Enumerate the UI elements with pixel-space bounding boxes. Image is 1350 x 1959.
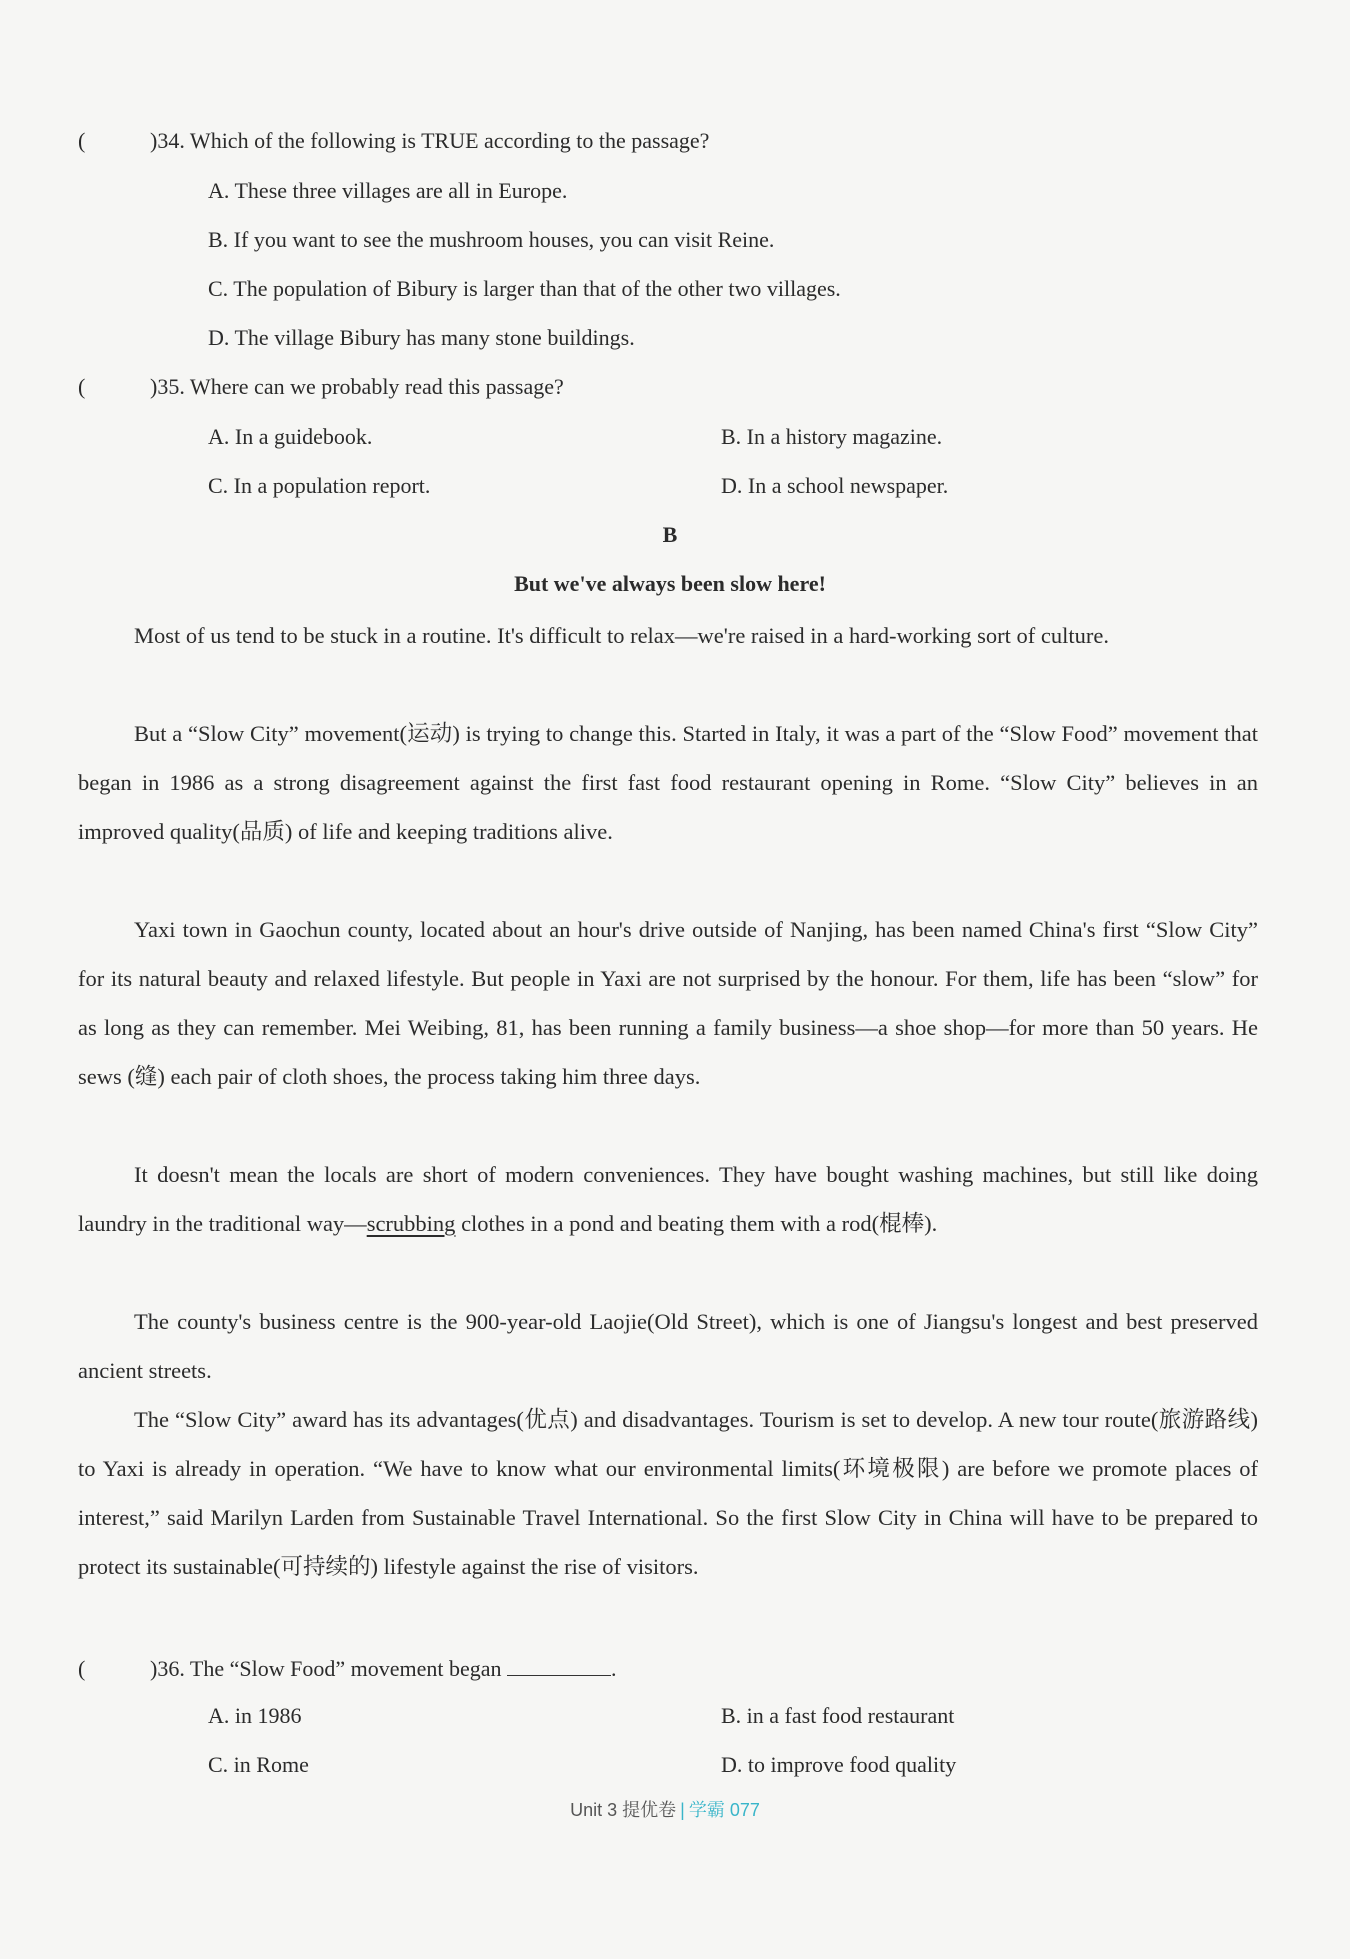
option-b: B. in a fast food restaurant — [721, 1703, 955, 1728]
option-c: C. in Rome — [208, 1752, 309, 1777]
footer-unit: Unit 3 提优卷 — [570, 1800, 677, 1820]
option-b: B. If you want to see the mushroom houses, you can visit Reine. — [208, 227, 775, 252]
question-stem: )36. The “Slow Food” movement began — [150, 1656, 502, 1681]
option-a: A. In a guidebook. — [208, 424, 373, 449]
answer-bracket[interactable]: ( — [78, 1656, 86, 1681]
option-d: D. to improve food quality — [721, 1752, 957, 1777]
paragraph-6: The “Slow City” award has its advantages(优点) and disadvantages. Tourism is set to develop. A new tour route(旅游路线) to Yaxi is already in operation. “We have to know what our environmental limits(环境极限) are before we promote places of interest,” said Marilyn Larden from Sustainable Travel International. So the first Slow City in China will have to be prepared to protect its sustainable(可持续的) lifestyle against the rise of visitors. — [78, 1407, 1258, 1579]
option-a: A. in 1986 — [208, 1703, 302, 1728]
question-36 — [78, 1653, 617, 1682]
footer-divider: | — [680, 1800, 685, 1820]
paragraph-5: The county's business centre is the 900-year-old Laojie(Old Street), which is one of Jiangsu's longest and best preserved ancient streets. — [78, 1309, 1258, 1383]
paragraph-3: Yaxi town in Gaochun county, located about an hour's drive outside of Nanjing, has been named China's first “Slow City” for its natural beauty and relaxed lifestyle. But people in Yaxi are not surprised by the honour. For them, life has been “slow” for as long as they can remember. Mei Weibing, 81, has been running a family business—a shoe shop—for more than 50 years. He sews (缝) each pair of cloth shoes, the process taking him three days. — [78, 917, 1258, 1089]
paragraph-4 — [78, 1150, 1258, 1248]
question-35 — [78, 374, 564, 400]
option-b: B. In a history magazine. — [721, 424, 943, 449]
option-c: C. The population of Bibury is larger than that of the other two villages. — [208, 276, 841, 301]
page-footer — [0, 1796, 1330, 1822]
option-a: A. These three villages are all in Europe. — [208, 178, 568, 203]
question-34 — [78, 128, 709, 154]
option-c: C. In a population report. — [208, 473, 431, 498]
option-d: D. In a school newspaper. — [721, 473, 949, 498]
footer-brand: 学霸 — [688, 1800, 725, 1820]
stem-end: . — [611, 1656, 617, 1681]
question-stem: )35. Where can we probably read this passage? — [150, 374, 564, 399]
paragraph-4-text: It doesn't mean the locals are short of modern conveniences. They have bought washing machines, but still like doing laundry in the traditional way— — [78, 1162, 1258, 1236]
section-letter: B — [662, 522, 678, 547]
paragraph-1: Most of us tend to be stuck in a routine. It's difficult to relax—we're raised in a hard-working sort of culture. — [134, 623, 1109, 648]
paragraph-4-text-end: clothes in a pond and beating them with a rod(棍棒). — [455, 1211, 938, 1236]
underlined-word: scrubbing — [366, 1211, 456, 1236]
page-number: 077 — [729, 1800, 760, 1820]
paragraph-2: But a “Slow City” movement(运动) is trying to change this. Started in Italy, it was a part of the “Slow Food” movement that began in 1986 as a strong disagreement against the first fast food restaurant opening in Rome. “Slow City” believes in an improved quality(品质) of life and keeping traditions alive. — [78, 721, 1258, 844]
option-d: D. The village Bibury has many stone buildings. — [208, 325, 635, 350]
answer-bracket[interactable]: ( — [78, 374, 86, 399]
fill-blank[interactable] — [507, 1653, 611, 1676]
passage-title: But we've always been slow here! — [514, 571, 826, 596]
answer-bracket[interactable]: ( — [78, 128, 86, 153]
question-stem: )34. Which of the following is TRUE according to the passage? — [150, 128, 710, 153]
